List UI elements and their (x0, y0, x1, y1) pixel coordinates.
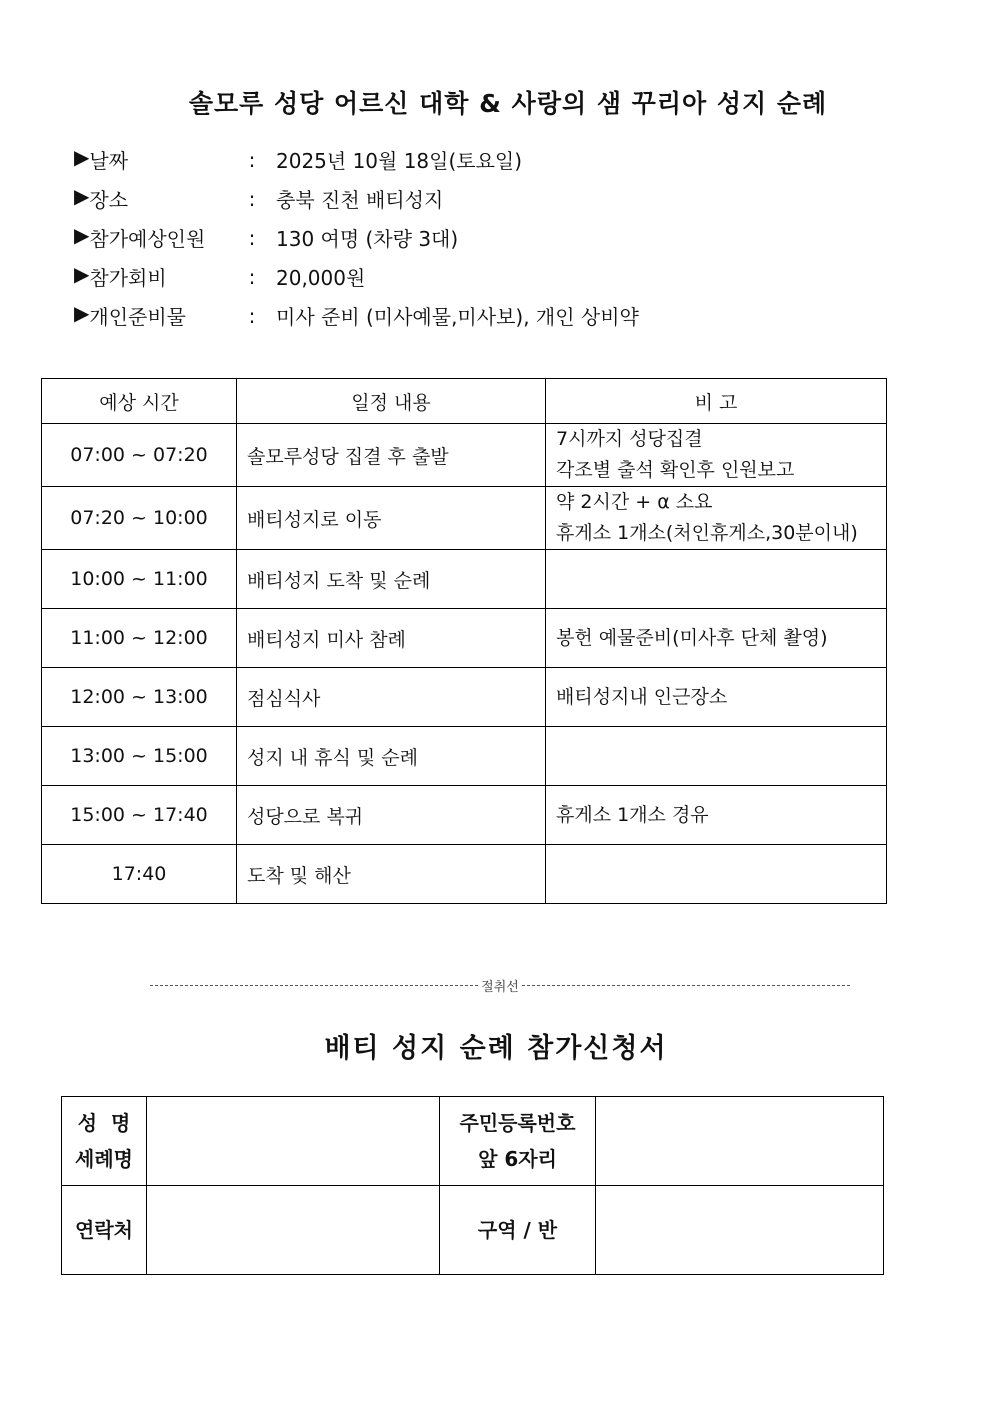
info-row-fee (74, 257, 639, 296)
id-label: 주민등록번호 (459, 1111, 576, 1135)
info-label: 장소 (89, 188, 129, 212)
dash-line (150, 985, 478, 986)
info-colon: : (248, 225, 256, 250)
info-row-supplies (74, 296, 639, 335)
table-row (42, 550, 887, 609)
page-title: 솔모루 성당 어르신 대학 & 사랑의 샘 꾸리아 성지 순례 (188, 89, 828, 118)
info-label: 참가예상인원 (89, 227, 206, 251)
marker-icon: ▶ (74, 223, 90, 247)
marker-icon: ▶ (74, 301, 90, 325)
note-cell (546, 845, 887, 904)
marker-icon: ▶ (74, 262, 90, 286)
application-form-table (61, 1096, 884, 1275)
time-cell: 07:20 ~ 10:00 (42, 487, 237, 550)
note-cell: 약 2시간 + α 소요 휴게소 1개소(처인휴게소,30분이내) (546, 487, 887, 550)
contact-label: 연락처 (62, 1186, 147, 1275)
table-row (42, 786, 887, 845)
desc-cell: 배티성지 미사 참례 (237, 609, 546, 668)
info-colon: : (248, 303, 256, 328)
district-input-cell[interactable] (596, 1186, 884, 1275)
table-row (42, 609, 887, 668)
time-cell: 17:40 (42, 845, 237, 904)
id-label-cell (440, 1097, 596, 1186)
info-value: 미사 준비 (미사예물,미사보), 개인 상비약 (276, 305, 639, 329)
info-row-date (74, 140, 639, 179)
desc-cell: 성당으로 복귀 (237, 786, 546, 845)
desc-cell: 배티성지 도착 및 순례 (237, 550, 546, 609)
info-label: 개인준비물 (89, 305, 186, 329)
table-header-row (42, 379, 887, 424)
cut-line-label: 절취선 (481, 980, 519, 995)
info-row-place (74, 179, 639, 218)
note-cell: 7시까지 성당집결 각조별 출석 확인후 인원보고 (546, 424, 887, 487)
table-row (42, 668, 887, 727)
info-value: 2025년 10월 18일(토요일) (276, 149, 523, 173)
info-value: 충북 진천 배티성지 (276, 188, 444, 212)
info-label: 날짜 (89, 149, 129, 173)
desc-cell: 솔모루성당 집결 후 출발 (237, 424, 546, 487)
name-label: 성 명 (77, 1111, 131, 1135)
info-colon: : (248, 186, 256, 211)
note-cell: 봉헌 예물준비(미사후 단체 촬영) (546, 609, 887, 668)
baptism-label: 세례명 (75, 1147, 133, 1171)
note-cell: 배티성지내 인근장소 (546, 668, 887, 727)
id-label-sub: 앞 6자리 (478, 1147, 557, 1171)
desc-cell: 도착 및 해산 (237, 845, 546, 904)
name-label-cell (62, 1097, 147, 1186)
district-label: 구역 / 반 (440, 1186, 596, 1275)
desc-cell: 성지 내 휴식 및 순례 (237, 727, 546, 786)
marker-icon: ▶ (74, 145, 90, 169)
info-value: 20,000원 (276, 266, 366, 290)
info-row-attendees (74, 218, 639, 257)
name-input-cell[interactable] (147, 1097, 440, 1186)
info-label: 참가회비 (89, 266, 167, 290)
form-row (62, 1097, 884, 1186)
note-cell (546, 550, 887, 609)
info-colon: : (248, 264, 256, 289)
info-value: 130 여명 (차량 3대) (276, 227, 459, 251)
cut-line (150, 976, 850, 995)
time-cell: 13:00 ~ 15:00 (42, 727, 237, 786)
table-row (42, 845, 887, 904)
header-note: 비 고 (546, 379, 887, 424)
marker-icon: ▶ (74, 184, 90, 208)
table-row (42, 727, 887, 786)
desc-cell: 배티성지로 이동 (237, 487, 546, 550)
id-input-cell[interactable] (596, 1097, 884, 1186)
schedule-table (41, 378, 887, 904)
note-cell (546, 727, 887, 786)
time-cell: 12:00 ~ 13:00 (42, 668, 237, 727)
info-list (74, 140, 639, 335)
table-row (42, 424, 887, 487)
info-colon: : (248, 147, 256, 172)
contact-input-cell[interactable] (147, 1186, 440, 1275)
time-cell: 10:00 ~ 11:00 (42, 550, 237, 609)
form-title: 배티 성지 순례 참가신청서 (324, 1033, 668, 1064)
time-cell: 15:00 ~ 17:40 (42, 786, 237, 845)
dash-line (522, 985, 850, 986)
time-cell: 07:00 ~ 07:20 (42, 424, 237, 487)
note-cell: 휴게소 1개소 경유 (546, 786, 887, 845)
desc-cell: 점심식사 (237, 668, 546, 727)
form-row (62, 1186, 884, 1275)
header-desc: 일정 내용 (237, 379, 546, 424)
header-time: 예상 시간 (42, 379, 237, 424)
table-row (42, 487, 887, 550)
time-cell: 11:00 ~ 12:00 (42, 609, 237, 668)
